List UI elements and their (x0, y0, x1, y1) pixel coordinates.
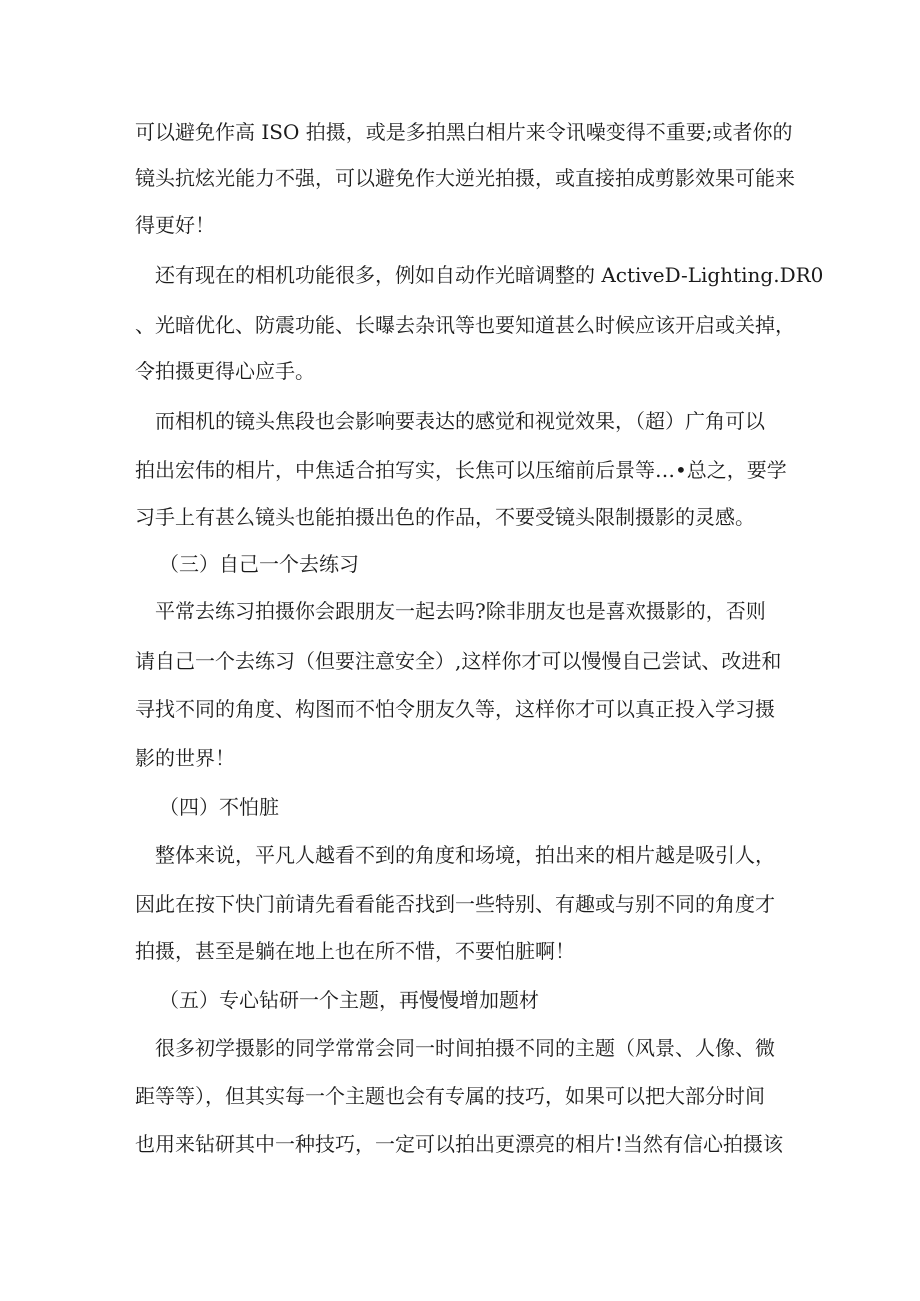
text-line: 整体来说，平凡人越看不到的角度和场境，拍出来的相片越是吸引人， (155, 843, 775, 867)
text-line: 因此在按下快门前请先看看能否找到一些特别、有趣或与别不同的角度才 (135, 892, 775, 916)
text-line: 请自己一个去练习（但要注意安全）,这样你才可以慢慢自己尝试、改进和 (135, 649, 782, 673)
text-line: 还有现在的相机功能很多，例如自动作光暗调整的 ActiveD-Lighting.DR0 (155, 263, 824, 287)
text-line: 得更好！ (135, 213, 215, 237)
text-line: 拍出宏伟的相片，中焦适合拍写实，长焦可以压缩前后景等…•总之，要学 (135, 458, 787, 482)
text-line: 寻找不同的角度、构图而不怕令朋友久等，这样你才可以真正投入学习摄 (135, 697, 775, 721)
text-line: 也用来钻研其中一种技巧，一定可以拍出更漂亮的相片!当然有信心拍摄该 (135, 1132, 784, 1156)
text-line: 习手上有甚么镜头也能拍摄出色的作品，不要受镜头限制摄影的灵感。 (135, 505, 755, 529)
text-line: 令拍摄更得心应手。 (135, 359, 315, 383)
text-line: 距等等），但其实每一个主题也会有专属的技巧，如果可以把大部分时间 (135, 1084, 765, 1108)
section-heading: （四）不怕脏 (159, 795, 279, 819)
text-line: 而相机的镜头焦段也会影响要表达的感觉和视觉效果，（超）广角可以 (155, 409, 765, 433)
text-line: 影的世界！ (135, 746, 235, 770)
text-line: 拍摄，甚至是躺在地上也在所不惜，不要怕脏啊！ (135, 939, 575, 963)
section-heading: （五）专心钻研一个主题，再慢慢增加题材 (159, 988, 539, 1012)
text-line: 平常去练习拍摄你会跟朋友一起去吗?除非朋友也是喜欢摄影的，否则 (155, 599, 766, 623)
section-heading: （三）自己一个去练习 (159, 552, 359, 576)
text-line: 镜头抗炫光能力不强，可以避免作大逆光拍摄，或直接拍成剪影效果可能来 (135, 166, 795, 190)
text-line: 、光暗优化、防震功能、长曝去杂讯等也要知道甚么时候应该开启或关掉， (135, 313, 795, 337)
text-line: 可以避免作高 ISO 拍摄，或是多拍黑白相片来令讯噪变得不重要;或者你的 (135, 120, 793, 144)
text-line: 很多初学摄影的同学常常会同一时间拍摄不同的主题（风景、人像、微 (155, 1036, 775, 1060)
